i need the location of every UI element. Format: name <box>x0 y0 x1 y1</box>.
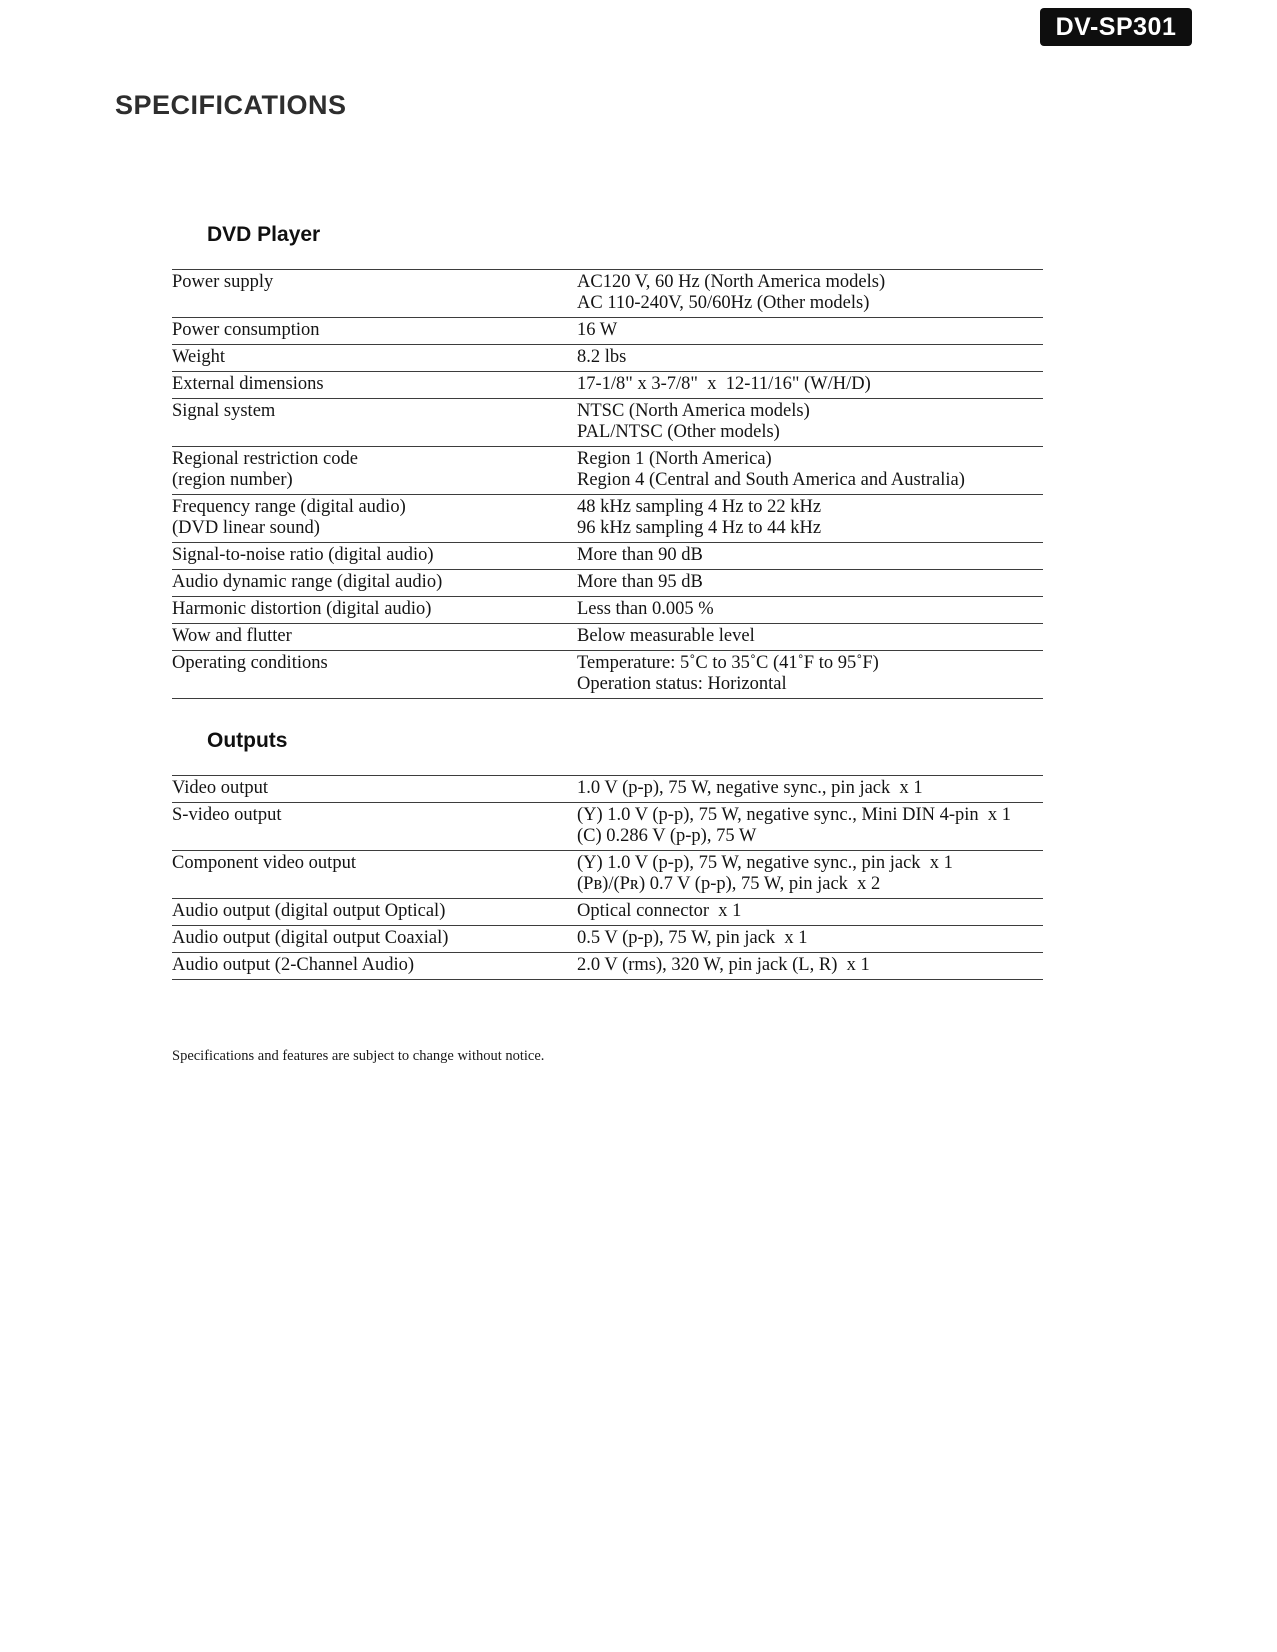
spec-value-line: AC120 V, 60 Hz (North America models) <box>577 272 886 292</box>
spec-value-line: 16 W <box>577 320 618 340</box>
spec-row-label <box>172 447 577 495</box>
spec-row-value <box>577 651 1043 699</box>
spec-row-value <box>577 953 1043 980</box>
spec-row-value <box>577 570 1043 597</box>
spec-row-value <box>577 543 1043 570</box>
spec-label-line: Signal system <box>172 401 276 421</box>
spec-row <box>172 597 1043 624</box>
spec-row-label <box>172 851 577 899</box>
spec-value-line: More than 90 dB <box>577 545 703 565</box>
spec-value-line: Below measurable level <box>577 626 755 646</box>
spec-row-label <box>172 803 577 851</box>
spec-row <box>172 543 1043 570</box>
page-title: SPECIFICATIONS <box>115 90 347 120</box>
spec-row-value <box>577 495 1043 543</box>
spec-table <box>172 775 1043 980</box>
spec-section <box>0 729 1277 980</box>
spec-value-line: More than 95 dB <box>577 572 703 592</box>
spec-value-line: Operation status: Horizontal <box>577 674 787 694</box>
spec-row-label <box>172 597 577 624</box>
spec-row-label <box>172 372 577 399</box>
spec-value-line: 8.2 lbs <box>577 347 627 367</box>
spec-row-value <box>577 851 1043 899</box>
spec-label-line: Harmonic distortion (digital audio) <box>172 599 432 619</box>
spec-label-line: Audio output (digital output Optical) <box>172 901 446 921</box>
spec-value-line: Region 1 (North America) <box>577 449 772 469</box>
spec-row <box>172 651 1043 699</box>
spec-label-line: Signal-to-noise ratio (digital audio) <box>172 545 434 565</box>
spec-row-label <box>172 495 577 543</box>
spec-value-line: Less than 0.005 % <box>577 599 714 619</box>
spec-row <box>172 495 1043 543</box>
spec-row-value <box>577 270 1043 318</box>
spec-label-line: Regional restriction code <box>172 449 358 469</box>
spec-row <box>172 953 1043 980</box>
spec-row <box>172 399 1043 447</box>
spec-value-line: 17-1/8" x 3-7/8" x 12-11/16" (W/H/D) <box>577 374 871 394</box>
spec-label-line: Frequency range (digital audio) <box>172 497 406 517</box>
spec-label-line: Audio output (2-Channel Audio) <box>172 955 415 975</box>
spec-row <box>172 570 1043 597</box>
model-badge: DV-SP301 <box>1040 8 1192 46</box>
spec-value-line: AC 110-240V, 50/60Hz (Other models) <box>577 293 870 313</box>
spec-row-value <box>577 318 1043 345</box>
spec-row-label <box>172 651 577 699</box>
spec-value-line: (Pʙ)/(Pʀ) 0.7 V (p-p), 75 W, pin jack x 2 <box>577 874 881 894</box>
spec-label-line: Audio dynamic range (digital audio) <box>172 572 443 592</box>
spec-label-line: Audio output (digital output Coaxial) <box>172 928 449 948</box>
spec-label-line: (region number) <box>172 470 293 490</box>
spec-row-value <box>577 447 1043 495</box>
spec-row-label <box>172 399 577 447</box>
spec-row <box>172 318 1043 345</box>
spec-row-value <box>577 926 1043 953</box>
spec-value-line: 1.0 V (p-p), 75 W, negative sync., pin jack x 1 <box>577 778 923 798</box>
spec-row-label <box>172 543 577 570</box>
spec-value-line: 48 kHz sampling 4 Hz to 22 kHz <box>577 497 822 517</box>
spec-row <box>172 803 1043 851</box>
spec-row-label <box>172 899 577 926</box>
spec-row-value <box>577 776 1043 803</box>
spec-sections <box>0 223 1277 980</box>
spec-row-value <box>577 372 1043 399</box>
spec-row-value <box>577 345 1043 372</box>
spec-value-line: Optical connector x 1 <box>577 901 742 921</box>
spec-row-value <box>577 597 1043 624</box>
spec-value-line: (Y) 1.0 V (p-p), 75 W, negative sync., pin jack x 1 <box>577 853 953 873</box>
spec-label-line: Wow and flutter <box>172 626 292 646</box>
spec-table <box>172 269 1043 699</box>
spec-row-label <box>172 953 577 980</box>
spec-value-line: 2.0 V (rms), 320 W, pin jack (L, R) x 1 <box>577 955 870 975</box>
spec-row-label <box>172 270 577 318</box>
spec-row-label <box>172 624 577 651</box>
spec-value-line: NTSC (North America models) <box>577 401 810 421</box>
spec-row <box>172 899 1043 926</box>
spec-row <box>172 624 1043 651</box>
spec-value-line: PAL/NTSC (Other models) <box>577 422 780 442</box>
spec-row <box>172 345 1043 372</box>
spec-row-value <box>577 624 1043 651</box>
spec-row-value <box>577 803 1043 851</box>
section-title: Outputs <box>207 729 288 752</box>
footer-note: Specifications and features are subject to change without notice. <box>172 1048 545 1064</box>
spec-row <box>172 926 1043 953</box>
spec-row <box>172 270 1043 318</box>
spec-row-label <box>172 345 577 372</box>
spec-label-line: Power supply <box>172 272 274 292</box>
spec-label-line: Component video output <box>172 853 356 873</box>
section-title: DVD Player <box>207 223 321 246</box>
spec-value-line: (C) 0.286 V (p-p), 75 W <box>577 826 757 846</box>
spec-value-line: Temperature: 5˚C to 35˚C (41˚F to 95˚F) <box>577 653 879 673</box>
spec-value-line: 0.5 V (p-p), 75 W, pin jack x 1 <box>577 928 808 948</box>
spec-row <box>172 851 1043 899</box>
spec-row-label <box>172 570 577 597</box>
spec-row-label <box>172 926 577 953</box>
spec-row <box>172 447 1043 495</box>
spec-label-line: Operating conditions <box>172 653 328 673</box>
spec-row-value <box>577 399 1043 447</box>
spec-row-value <box>577 899 1043 926</box>
spec-row-label <box>172 318 577 345</box>
spec-label-line: Weight <box>172 347 225 367</box>
spec-label-line: Power consumption <box>172 320 320 340</box>
spec-label-line: Video output <box>172 778 269 798</box>
spec-label-line: S-video output <box>172 805 282 825</box>
spec-label-line: (DVD linear sound) <box>172 518 320 538</box>
spec-row <box>172 372 1043 399</box>
spec-row-label <box>172 776 577 803</box>
spec-section <box>0 223 1277 699</box>
spec-value-line: 96 kHz sampling 4 Hz to 44 kHz <box>577 518 822 538</box>
spec-value-line: Region 4 (Central and South America and Australia) <box>577 470 965 490</box>
spec-label-line: External dimensions <box>172 374 324 394</box>
spec-row <box>172 776 1043 803</box>
spec-value-line: (Y) 1.0 V (p-p), 75 W, negative sync., Mini DIN 4-pin x 1 <box>577 805 1012 825</box>
